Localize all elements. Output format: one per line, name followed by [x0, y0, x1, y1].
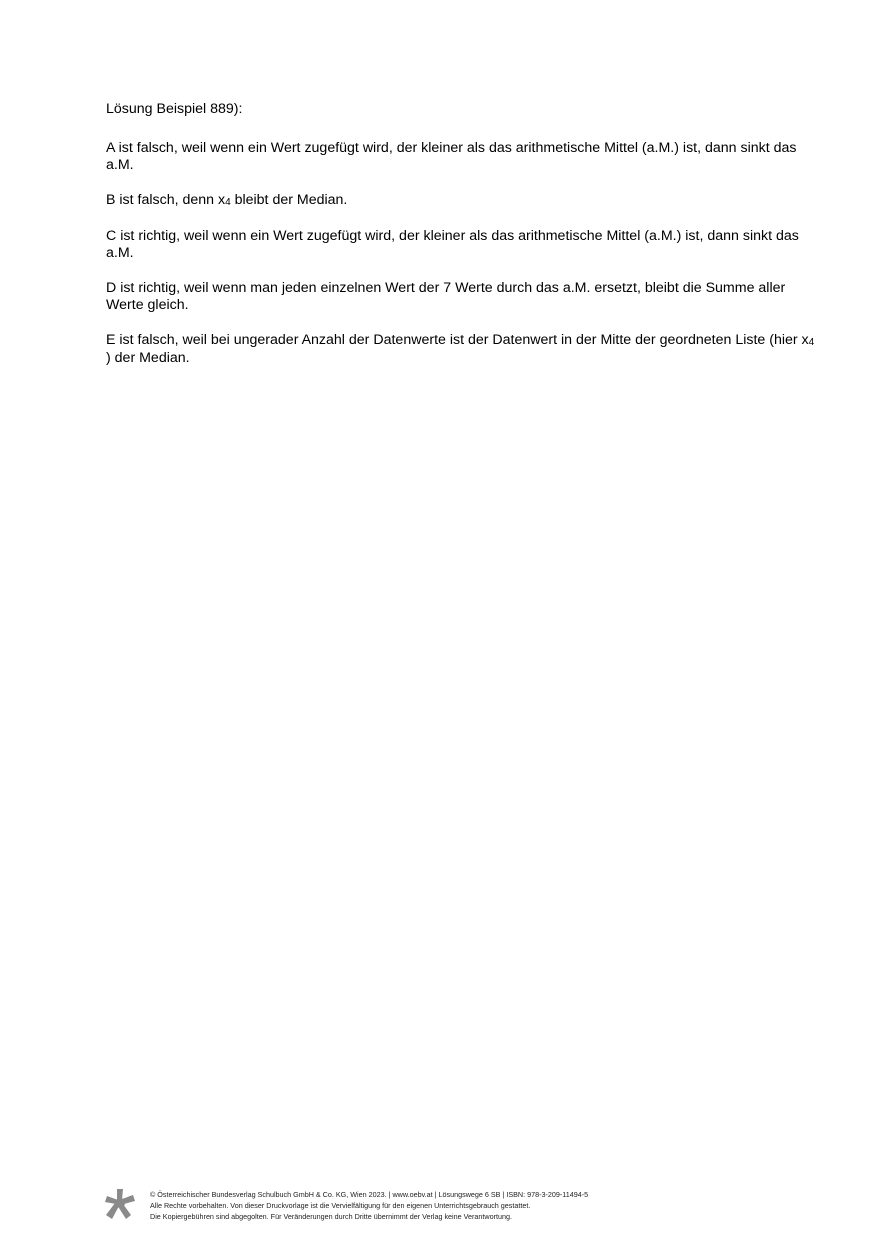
copyright-line-1: © Österreichischer Bundesverlag Schulbuch GmbH & Co. KG, Wien 2023. | www.oebv.at | Lösungswege 6 SB | ISBN: 978-3-209-11494-5	[150, 1190, 589, 1199]
copyright-line-2: Alle Rechte vorbehalten. Von dieser Druckvorlage ist die Vervielfältigung für den eigenen Unterrichtsgebrauch gestattet.	[150, 1201, 531, 1210]
statement-b-text: B ist falsch, denn x	[106, 192, 226, 208]
statement-b-text-end: bleibt der Median.	[230, 192, 348, 208]
statement-e-text-end: ) der Median.	[106, 350, 190, 366]
statement-e-text: E ist falsch, weil bei ungerader Anzahl der Datenwerte ist der Datenwert in der Mitte der geordneten Liste (hier x	[106, 332, 809, 348]
statement-e	[106, 332, 816, 367]
statement-d: D ist richtig, weil wenn man jeden einzelnen Wert der 7 Werte durch das a.M. ersetzt, bleibt die Summe aller Werte gleich.	[106, 280, 786, 313]
statement-c: C ist richtig, weil wenn ein Wert zugefügt wird, der kleiner als das arithmetische Mittel (a.M.) ist, dann sinkt das a.M.	[106, 228, 799, 261]
statement-b-subscript: 4	[225, 197, 231, 208]
copyright-text	[150, 1189, 588, 1222]
statement-e-subscript: 4	[808, 337, 815, 348]
statement-a: A ist falsch, weil wenn ein Wert zugefügt wird, der kleiner als das arithmetische Mittel (a.M.) ist, dann sinkt das a.M.	[106, 140, 797, 173]
oebv-asterisk-logo-icon	[104, 1188, 136, 1220]
solution-content	[106, 101, 816, 385]
copyright-footer	[104, 1188, 704, 1224]
copyright-line-3: Die Kopiergebühren sind abgegolten. Für Veränderungen durch Dritte übernimmt der Verlag keine Verantwortung.	[150, 1212, 512, 1221]
solution-title: Lösung Beispiel 889):	[106, 101, 243, 117]
statement-b	[106, 192, 816, 210]
